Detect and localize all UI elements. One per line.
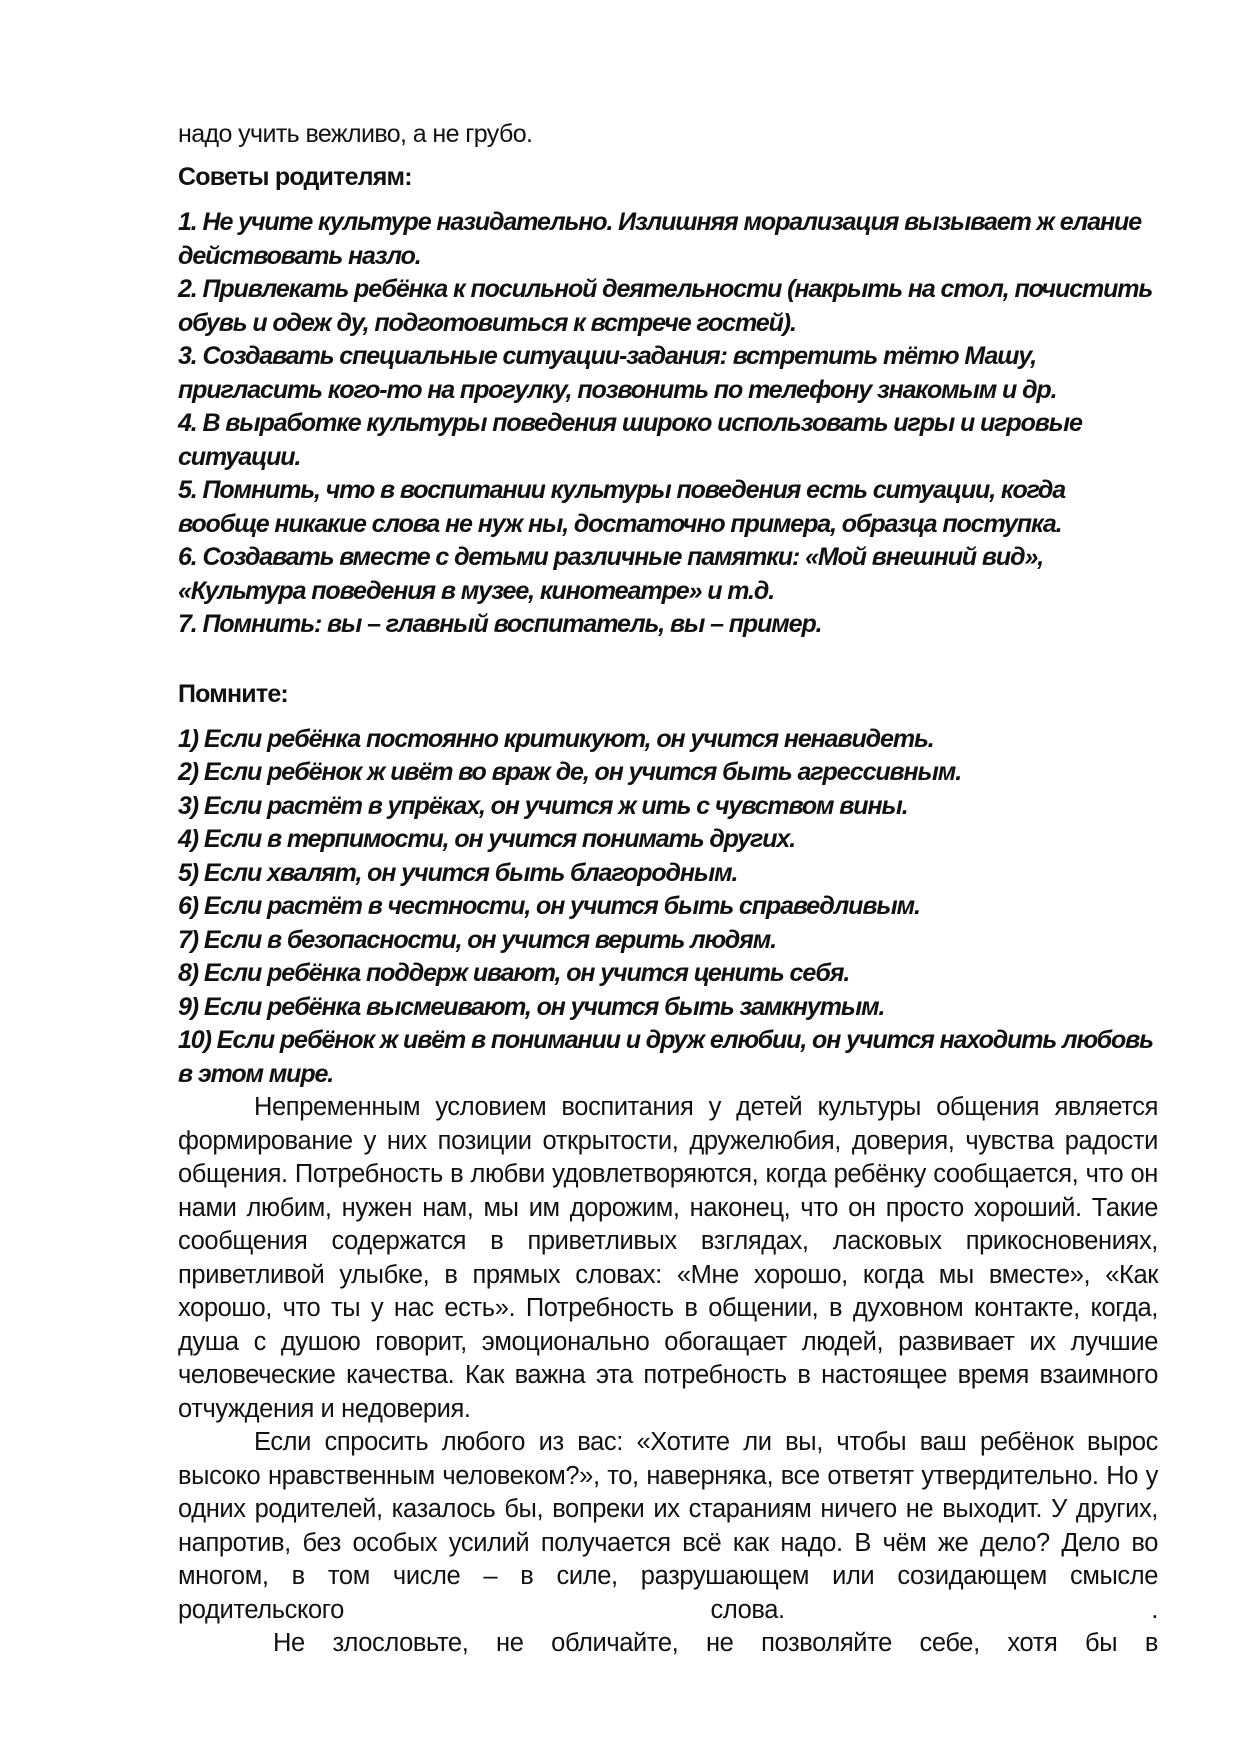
- remember-item: 9) Если ребёнка высмеивают, он учится быть замкнутым.: [178, 992, 885, 1021]
- remember-item: 8) Если ребёнка поддерж ивают, он учится ценить себя.: [178, 959, 850, 987]
- remember-item: 7) Если в безопасности, он учится верить людям.: [178, 925, 776, 954]
- body-paragraph: Не злословьте, не обличайте, не позволяйте себе, хотя бы в: [273, 1629, 1158, 1657]
- body-paragraph: Если спросить любого из вас: «Хотите ли вы, чтобы ваш ребёнок вырос высоко нравственным человеком?», то, наверняка, все ответят утвердительно. Но у одних родителей, казалось бы, вопреки их стараниям ничего не выходит. У других, напротив, без особых усилий получается всё как надо. В чём же дело? Дело во многом, в том числе – в силе, разрушающем или созидающем смысле родительского слова. .: [178, 1428, 1158, 1624]
- remember-heading: Помните:: [178, 679, 288, 708]
- remember-item: 3) Если растёт в упрёках, он учится ж ить с чувством вины.: [178, 791, 908, 820]
- remember-item: 2) Если ребёнок ж ивёт во враж де, он учится быть агрессивным.: [178, 758, 962, 786]
- intro-line: надо учить вежливо, а не грубо.: [178, 120, 533, 148]
- advice-item: 5. Помнить, что в воспитании культуры поведения есть ситуации, когда вообще никакие слова не нуж ны, достаточно примера, образца поступка.: [178, 476, 1066, 538]
- remember-item: 10) Если ребёнок ж ивёт в понимании и друж елюбии, он учится находить любовь в этом мире.: [178, 1026, 1153, 1088]
- remember-list: [178, 723, 1158, 1092]
- advice-item: 7. Помнить: вы – главный воспитатель, вы – пример.: [178, 610, 822, 638]
- remember-item: 4) Если в терпимости, он учится понимать других.: [178, 825, 796, 853]
- advice-item: 4. В выработке культуры поведения широко использовать игры и игровые ситуации.: [178, 409, 1082, 471]
- advice-item: 6. Создавать вместе с детьми различные памятки: «Мой внешний вид», «Культура поведения в музее, кинотеатре» и т.д.: [178, 543, 1044, 605]
- advice-item: 1. Не учите культуре назидательно. Излишняя морализация вызывает ж елание действовать назло.: [178, 208, 1142, 270]
- advice-item: 2. Привлекать ребёнка к посильной деятельности (накрыть на стол, почистить обувь и одеж ду, подготовиться к встрече гостей).: [178, 275, 1153, 337]
- remember-item: 5) Если хвалят, он учится быть благородным.: [178, 858, 738, 887]
- advice-item: 3. Создавать специальные ситуации-задания: встретить тётю Машу, пригласить кого-то на прогулку, позвонить по телефону знакомым и др.: [178, 342, 1057, 404]
- advice-heading: Советы родителям:: [178, 163, 412, 191]
- remember-item: 6) Если растёт в честности, он учится быть справедливым.: [178, 892, 920, 920]
- remember-item: 1) Если ребёнка постоянно критикуют, он учится ненавидеть.: [178, 724, 934, 753]
- body-paragraph: Непременным условием воспитания у детей культуры общения является формирование у них позиции открытости, дружелюбия, доверия, чувства радости общения. Потребность в любви удовлетворяются, когда ребёнку сообщается, что он нами любим, нужен нам, мы им дорожим, наконец, что он просто хороший. Такие сообщения содержатся в приветливых взглядах, ласковых прикосновениях, приветливой улыбке, в прямых словах: «Мне хорошо, когда мы вместе», «Как хорошо, что ты у нас есть». Потребность в общении, в духовном контакте, когда, душа с душою говорит, эмоционально обогащает людей, развивает их лучшие человеческие качества. Как важна эта потребность в настоящее время взаимного отчуждения и недоверия.: [178, 1093, 1158, 1423]
- advice-list: [178, 206, 1158, 642]
- document-page: [178, 118, 1158, 1661]
